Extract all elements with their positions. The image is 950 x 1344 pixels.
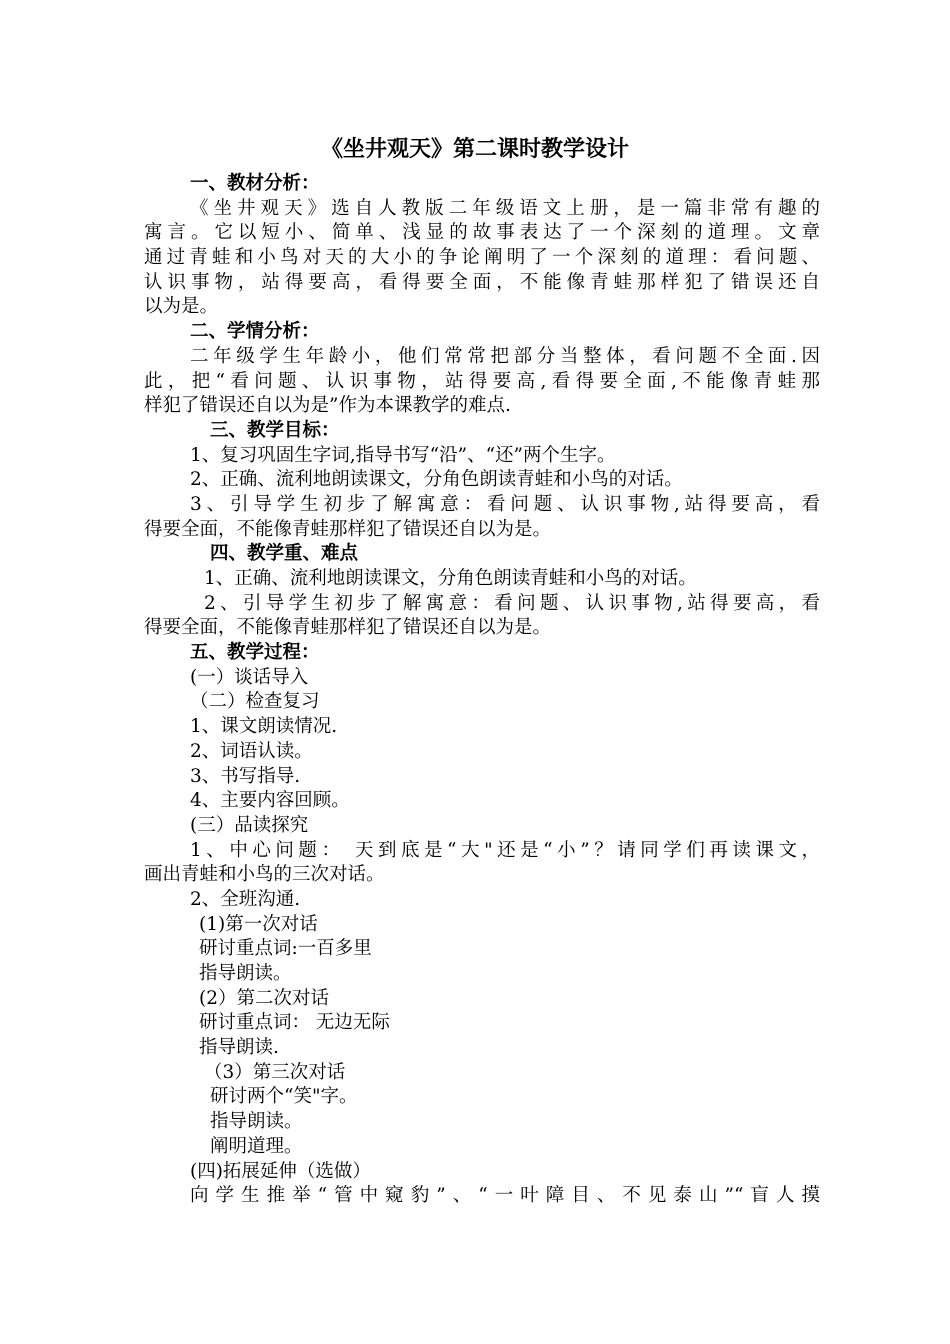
section-heading: 一、教材分析： [190, 173, 320, 194]
paragraph-line: 以为是。 [144, 296, 219, 318]
paragraph-line: 2、全班沟通. [190, 888, 301, 910]
paragraph-line: (2）第二次对话 [199, 987, 329, 1009]
paragraph-line: (1)第一次对话 [199, 913, 318, 935]
section-heading: 三、教学目标： [210, 419, 340, 441]
paragraph-line: 4、主要内容回顾。 [190, 790, 350, 812]
paragraph-line: 得要全面，不能像青蛙那样犯了错误还自以为是。 [144, 617, 552, 639]
paragraph-line: 画出青蛙和小鸟的三次对话。 [144, 864, 385, 886]
document-title: 《坐井观天》第二课时教学设计 [320, 136, 629, 162]
paragraph-line: 二年级学生年龄小，他们常常把部分当整体，看问题不全面.因 [190, 345, 820, 367]
section-heading: 四、教学重、难点 [210, 543, 359, 565]
paragraph-line: (一）谈话导入 [190, 666, 309, 688]
section-heading: 二、学情分析： [190, 321, 320, 343]
paragraph-line: 研讨重点词:一百多里 [199, 938, 372, 960]
paragraph-line: （3）第三次对话 [204, 1061, 346, 1083]
paragraph-line: 3、引导学生初步了解寓意：看问题、认识事物,站得要高，看 [190, 493, 820, 515]
paragraph-line: 指导朗读。 [210, 1111, 303, 1133]
paragraph-line: 得要全面，不能像青蛙那样犯了错误还自以为是。 [144, 518, 552, 540]
paragraph-line: 研讨重点词： 无边无际 [199, 1012, 390, 1034]
paragraph-line: 指导朗读. [199, 1037, 279, 1059]
paragraph-line: 研讨两个“笑"字。 [210, 1086, 358, 1108]
paragraph-line: 2、引导学生初步了解寓意：看问题、认识事物,站得要高，看 [204, 592, 820, 614]
paragraph-line: 3、书写指导. [190, 765, 301, 787]
paragraph-line: 1、中心问题： 天到底是“大"还是“小”？请同学们再读课文， [190, 839, 820, 861]
section-heading: 五、教学过程： [190, 642, 320, 664]
paragraph-line: 阐明道理。 [210, 1135, 303, 1157]
paragraph-line: (三）品读探究 [190, 814, 309, 836]
document-body [144, 172, 820, 1209]
paragraph-line: 《坐井观天》选自人教版二年级语文上册，是一篇非常有趣的 [190, 197, 820, 219]
paragraph-line: 通过青蛙和小鸟对天的大小的争论阐明了一个深刻的道理：看问题、 [144, 247, 820, 269]
paragraph-line: 向学生推举“管中窥豹”、“一叶障目、不见泰山”“盲人摸 [190, 1185, 820, 1207]
paragraph-line: 样犯了错误还自以为是”作为本课教学的难点. [144, 395, 511, 417]
paragraph-line: 此，把“看问题、认识事物，站得要高,看得要全面,不能像青蛙那 [144, 370, 820, 392]
paragraph-line: （二）检查复习 [190, 691, 320, 713]
paragraph-line: 1、复习巩固生字词,指导书写“沿”、“还”两个生字。 [190, 444, 616, 466]
paragraph-line: 1、课文朗读情况. [190, 716, 338, 738]
paragraph-line: 指导朗读。 [199, 963, 292, 984]
paragraph-line: 认识事物，站得要高，看得要全面，不能像青蛙那样犯了错误还自 [144, 271, 820, 293]
paragraph-line: 1、正确、流利地朗读课文，分角色朗读青蛙和小鸟的对话。 [204, 568, 697, 589]
paragraph-line: 寓言。它以短小、简单、浅显的故事表达了一个深刻的道理。文章 [144, 222, 820, 244]
paragraph-line: 2、正确、流利地朗读课文，分角色朗读青蛙和小鸟的对话。 [190, 469, 683, 491]
paragraph-line: 2、词语认读。 [190, 740, 313, 762]
paragraph-line: (四)拓展延伸（选做） [190, 1160, 371, 1182]
